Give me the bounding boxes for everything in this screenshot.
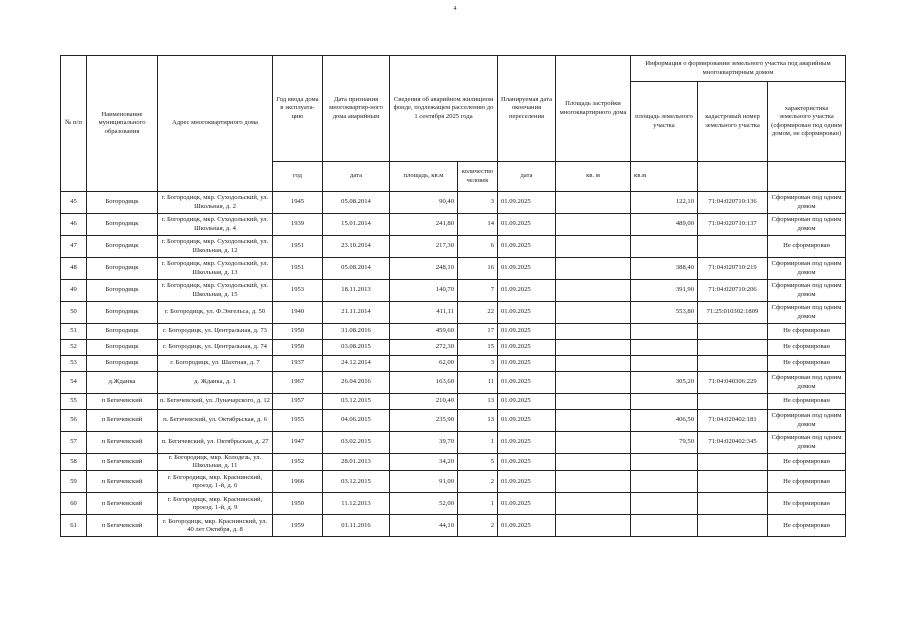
cell-status: Не сформирован <box>768 471 846 493</box>
cell-area: 39,70 <box>390 432 458 454</box>
cell-area: 34,20 <box>390 454 458 471</box>
cell-status: Не сформирован <box>768 394 846 410</box>
cell-address: г. Богородицк, мкр. Суходольский, ул. Школьная, д. 12 <box>158 236 273 258</box>
cell-municipality: п Бегичевский <box>87 394 158 410</box>
cell-num: 58 <box>61 454 87 471</box>
cell-area: 459,60 <box>390 324 458 340</box>
cell-area: 411,11 <box>390 302 458 324</box>
cell-date: 18.11.2013 <box>323 280 390 302</box>
cell-planned: 01.09.2025 <box>498 236 556 258</box>
cell-municipality: п Бегичевский <box>87 432 158 454</box>
cell-status: Не сформирован <box>768 340 846 356</box>
cell-land-area: 391,90 <box>631 280 698 302</box>
cell-people: 1 <box>458 432 498 454</box>
cell-date: 11.12.2013 <box>323 493 390 515</box>
cell-num: 45 <box>61 192 87 214</box>
cell-status: Не сформирован <box>768 454 846 471</box>
cell-address: г. Богородицк, мкр. Суходольский, ул. Школьная, д. 15 <box>158 280 273 302</box>
table-row <box>61 515 846 537</box>
table-row <box>61 410 846 432</box>
cell-year: 1937 <box>273 356 323 372</box>
cell-land-area <box>631 394 698 410</box>
cell-year: 1940 <box>273 302 323 324</box>
cell-year: 1953 <box>273 280 323 302</box>
cell-address: г. Богородицк, ул. Шахтная, д. 7 <box>158 356 273 372</box>
header-land-char: характеристика земельного участка (сформирован под одним домом, не сформирован) <box>768 82 846 162</box>
cell-built-area <box>556 214 631 236</box>
page-number: 4 <box>453 6 457 12</box>
cell-date: 31.08.2016 <box>323 324 390 340</box>
cell-date: 26.04.2016 <box>323 372 390 394</box>
cell-date: 03.08.2015 <box>323 340 390 356</box>
cell-status: Не сформирован <box>768 356 846 372</box>
cell-num: 49 <box>61 280 87 302</box>
header-planned-date: Планируемая дата окончания переселения <box>498 56 556 162</box>
cell-date: 01.11.2016 <box>323 515 390 537</box>
table-body <box>61 192 846 537</box>
cell-planned: 01.09.2025 <box>498 302 556 324</box>
cell-num: 54 <box>61 372 87 394</box>
cell-municipality: д.Жданка <box>87 372 158 394</box>
cell-people: 14 <box>458 214 498 236</box>
cell-address: г. Богородицк, мкр. Краснинский, ул. 40 лет Октября, д. 8 <box>158 515 273 537</box>
cell-land-area <box>631 471 698 493</box>
cell-people: 13 <box>458 394 498 410</box>
cell-land-area: 122,10 <box>631 192 698 214</box>
cell-municipality: п Бегичевский <box>87 410 158 432</box>
cell-year: 1955 <box>273 410 323 432</box>
cell-area: 91,00 <box>390 471 458 493</box>
cell-area: 241,80 <box>390 214 458 236</box>
cell-status: Не сформирован <box>768 324 846 340</box>
header-recognition-date: Дата признания многоквартир-ного дома аварийным <box>323 56 390 162</box>
cell-address: г. Богородицк, мкр. Краснинский, проезд. 1-й, д. 6 <box>158 471 273 493</box>
unit-built: кв. м <box>556 162 631 192</box>
cell-planned: 01.09.2025 <box>498 454 556 471</box>
table-row <box>61 471 846 493</box>
cell-status: Сформирован под одним домом <box>768 214 846 236</box>
cell-built-area <box>556 493 631 515</box>
cell-num: 53 <box>61 356 87 372</box>
cell-people: 5 <box>458 454 498 471</box>
cell-land-area <box>631 493 698 515</box>
cell-address: г. Богородицк, ул. Центральная, д. 74 <box>158 340 273 356</box>
cell-built-area <box>556 372 631 394</box>
cell-cadastral <box>698 493 768 515</box>
cell-people: 6 <box>458 236 498 258</box>
cell-address: п. Бегичевский, ул. Октябрьская, д. 6 <box>158 410 273 432</box>
cell-people: 3 <box>458 356 498 372</box>
cell-status: Сформирован под одним домом <box>768 258 846 280</box>
cell-people: 13 <box>458 410 498 432</box>
cell-num: 56 <box>61 410 87 432</box>
cell-planned: 01.09.2025 <box>498 258 556 280</box>
cell-municipality: п Бегичевский <box>87 515 158 537</box>
cell-num: 57 <box>61 432 87 454</box>
cell-planned: 01.09.2025 <box>498 493 556 515</box>
table-row <box>61 280 846 302</box>
cell-cadastral: 71:04:020710:206 <box>698 280 768 302</box>
cell-land-area <box>631 236 698 258</box>
cell-address: п. Бегичевский, ул. Октябрьская, д. 27 <box>158 432 273 454</box>
cell-planned: 01.09.2025 <box>498 280 556 302</box>
cell-date: 23.10.2014 <box>323 236 390 258</box>
cell-num: 61 <box>61 515 87 537</box>
cell-municipality: Богородицк <box>87 280 158 302</box>
cell-year: 1945 <box>273 192 323 214</box>
cell-cadastral <box>698 454 768 471</box>
cell-cadastral: 71:04:040306:229 <box>698 372 768 394</box>
header-land-area: площадь земельного участка <box>631 82 698 162</box>
cell-status: Сформирован под одним домом <box>768 280 846 302</box>
table-header <box>61 56 846 192</box>
cell-address: г. Богородицк, мкр. Суходольский, ул. Школьная, д. 4 <box>158 214 273 236</box>
cell-year: 1951 <box>273 236 323 258</box>
cell-year: 1950 <box>273 493 323 515</box>
cell-year: 1951 <box>273 258 323 280</box>
cell-area: 217,30 <box>390 236 458 258</box>
cell-built-area <box>556 258 631 280</box>
cell-address: д. Жданка, д. 1 <box>158 372 273 394</box>
cell-land-area <box>631 356 698 372</box>
cell-date: 28.01.2013 <box>323 454 390 471</box>
cell-address: г. Богородицк, мкр. Колодезь, ул. Школьная, д. 11 <box>158 454 273 471</box>
cell-municipality: п Бегичевский <box>87 454 158 471</box>
cell-date: 03.12.2015 <box>323 471 390 493</box>
cell-date: 03.12.2015 <box>323 394 390 410</box>
cell-address: г. Богородицк, мкр. Суходольский, ул. Школьная, д. 2 <box>158 192 273 214</box>
cell-date: 15.01.2014 <box>323 214 390 236</box>
table-row <box>61 356 846 372</box>
cell-municipality: Богородицк <box>87 258 158 280</box>
header-municipality: Наименование муниципального образования <box>87 56 158 192</box>
cell-people: 2 <box>458 471 498 493</box>
cell-address: г. Богородицк, ул. Центральная, д. 73 <box>158 324 273 340</box>
cell-status: Сформирован под одним домом <box>768 432 846 454</box>
cell-people: 7 <box>458 280 498 302</box>
cell-address: г. Богородицк, мкр. Краснинский, проезд. 1-й, д. 9 <box>158 493 273 515</box>
cell-land-area: 388,40 <box>631 258 698 280</box>
cell-cadastral: 71:04:020402:345 <box>698 432 768 454</box>
header-cadastral: кадастровый номер земельного участка <box>698 82 768 162</box>
cell-people: 11 <box>458 372 498 394</box>
cell-municipality: Богородицк <box>87 192 158 214</box>
cell-area: 62,00 <box>390 356 458 372</box>
cell-address: г. Богородицк, мкр. Суходольский, ул. Школьная, д. 13 <box>158 258 273 280</box>
cell-land-area: 489,00 <box>631 214 698 236</box>
cell-status: Не сформирован <box>768 515 846 537</box>
cell-built-area <box>556 356 631 372</box>
cell-land-area: 305,20 <box>631 372 698 394</box>
cell-municipality: Богородицк <box>87 302 158 324</box>
table-row <box>61 493 846 515</box>
table-row <box>61 236 846 258</box>
cell-num: 51 <box>61 324 87 340</box>
cell-area: 52,00 <box>390 493 458 515</box>
cell-cadastral <box>698 515 768 537</box>
unit-cadastral-empty <box>698 162 768 192</box>
cell-date: 05.08.2014 <box>323 258 390 280</box>
cell-area: 272,30 <box>390 340 458 356</box>
cell-land-area: 406,50 <box>631 410 698 432</box>
cell-land-area <box>631 340 698 356</box>
header-land-info: Информация о формировании земельного участка под аварийным многоквартирным домом <box>631 56 846 82</box>
cell-year: 1947 <box>273 432 323 454</box>
cell-planned: 01.09.2025 <box>498 324 556 340</box>
header-address: Адрес многоквартирного дома <box>158 56 273 192</box>
cell-land-area: 79,50 <box>631 432 698 454</box>
cell-area: 163,60 <box>390 372 458 394</box>
cell-date: 05.08.2014 <box>323 192 390 214</box>
cell-year: 1966 <box>273 471 323 493</box>
header-emergency-fund: Сведения об аварийном жилищном фонде, подлежащем расселению до 1 сентября 2025 года <box>390 56 498 162</box>
cell-cadastral <box>698 340 768 356</box>
cell-built-area <box>556 280 631 302</box>
table-row <box>61 340 846 356</box>
cell-planned: 01.09.2025 <box>498 410 556 432</box>
cell-year: 1959 <box>273 515 323 537</box>
cell-area: 235,90 <box>390 410 458 432</box>
cell-people: 1 <box>458 493 498 515</box>
table-row <box>61 454 846 471</box>
header-built-area: Площадь застройки многоквартирного дома <box>556 56 631 162</box>
cell-people: 16 <box>458 258 498 280</box>
cell-date: 21.11.2014 <box>323 302 390 324</box>
cell-area: 90,40 <box>390 192 458 214</box>
cell-cadastral: 71:04:020710:137 <box>698 214 768 236</box>
unit-date: дата <box>323 162 390 192</box>
cell-built-area <box>556 515 631 537</box>
cell-status: Не сформирован <box>768 236 846 258</box>
cell-date: 04.06.2015 <box>323 410 390 432</box>
cell-planned: 01.09.2025 <box>498 432 556 454</box>
cell-status: Не сформирован <box>768 493 846 515</box>
cell-cadastral: 71:04:020710:219 <box>698 258 768 280</box>
cell-cadastral <box>698 236 768 258</box>
header-year-built: Год ввода дома в эксплуата-цию <box>273 56 323 162</box>
cell-status: Сформирован под одним домом <box>768 410 846 432</box>
cell-land-area: 553,80 <box>631 302 698 324</box>
cell-built-area <box>556 471 631 493</box>
cell-cadastral: 71:04:020402:181 <box>698 410 768 432</box>
cell-date: 24.12.2014 <box>323 356 390 372</box>
cell-built-area <box>556 432 631 454</box>
cell-municipality: Богородицк <box>87 324 158 340</box>
cell-num: 52 <box>61 340 87 356</box>
cell-built-area <box>556 192 631 214</box>
cell-cadastral <box>698 356 768 372</box>
cell-land-area <box>631 515 698 537</box>
cell-planned: 01.09.2025 <box>498 471 556 493</box>
cell-num: 59 <box>61 471 87 493</box>
cell-cadastral: 71:25:010302:1809 <box>698 302 768 324</box>
cell-municipality: Богородицк <box>87 236 158 258</box>
cell-planned: 01.09.2025 <box>498 192 556 214</box>
unit-year: год <box>273 162 323 192</box>
header-num: № п/п <box>61 56 87 192</box>
cell-num: 55 <box>61 394 87 410</box>
cell-address: г. Богородицк, ул. Ф.Энгельса, д. 50 <box>158 302 273 324</box>
table-row <box>61 258 846 280</box>
cell-year: 1950 <box>273 324 323 340</box>
unit-planned: дата <box>498 162 556 192</box>
table-row <box>61 214 846 236</box>
cell-status: Сформирован под одним домом <box>768 372 846 394</box>
cell-area: 248,10 <box>390 258 458 280</box>
unit-people: количество человек <box>458 162 498 192</box>
cell-num: 48 <box>61 258 87 280</box>
cell-year: 1967 <box>273 372 323 394</box>
cell-status: Сформирован под одним домом <box>768 302 846 324</box>
cell-year: 1939 <box>273 214 323 236</box>
unit-area: площадь, кв.м <box>390 162 458 192</box>
cell-people: 2 <box>458 515 498 537</box>
cell-planned: 01.09.2025 <box>498 340 556 356</box>
cell-planned: 01.09.2025 <box>498 515 556 537</box>
cell-built-area <box>556 410 631 432</box>
cell-cadastral: 71:04:020710:136 <box>698 192 768 214</box>
unit-char-empty <box>768 162 846 192</box>
cell-planned: 01.09.2025 <box>498 214 556 236</box>
cell-built-area <box>556 340 631 356</box>
cell-num: 50 <box>61 302 87 324</box>
cell-municipality: Богородицк <box>87 340 158 356</box>
cell-land-area <box>631 324 698 340</box>
cell-area: 140,70 <box>390 280 458 302</box>
table-row <box>61 324 846 340</box>
cell-built-area <box>556 394 631 410</box>
cell-num: 47 <box>61 236 87 258</box>
cell-status: Сформирован под одним домом <box>768 192 846 214</box>
cell-planned: 01.09.2025 <box>498 372 556 394</box>
table-row <box>61 302 846 324</box>
cell-people: 22 <box>458 302 498 324</box>
cell-municipality: п Бегичевский <box>87 493 158 515</box>
cell-municipality: п Бегичевский <box>87 471 158 493</box>
cell-built-area <box>556 236 631 258</box>
cell-people: 15 <box>458 340 498 356</box>
cell-address: п. Бегичевский, ул. Луначарского, д. 12 <box>158 394 273 410</box>
unit-land: кв.м <box>631 162 698 192</box>
cell-municipality: Богородицк <box>87 356 158 372</box>
table-row <box>61 372 846 394</box>
cell-planned: 01.09.2025 <box>498 356 556 372</box>
cell-num: 46 <box>61 214 87 236</box>
cell-people: 17 <box>458 324 498 340</box>
cell-built-area <box>556 454 631 471</box>
cell-num: 60 <box>61 493 87 515</box>
cell-people: 3 <box>458 192 498 214</box>
emergency-housing-table <box>60 55 846 537</box>
cell-land-area <box>631 454 698 471</box>
cell-built-area <box>556 302 631 324</box>
cell-year: 1957 <box>273 394 323 410</box>
cell-built-area <box>556 324 631 340</box>
cell-cadastral <box>698 394 768 410</box>
cell-cadastral <box>698 471 768 493</box>
cell-municipality: Богородицк <box>87 214 158 236</box>
cell-cadastral <box>698 324 768 340</box>
cell-area: 210,40 <box>390 394 458 410</box>
cell-date: 03.02.2015 <box>323 432 390 454</box>
cell-planned: 01.09.2025 <box>498 394 556 410</box>
table-row <box>61 192 846 214</box>
cell-year: 1952 <box>273 454 323 471</box>
cell-year: 1950 <box>273 340 323 356</box>
table-row <box>61 432 846 454</box>
cell-area: 44,10 <box>390 515 458 537</box>
table-row <box>61 394 846 410</box>
